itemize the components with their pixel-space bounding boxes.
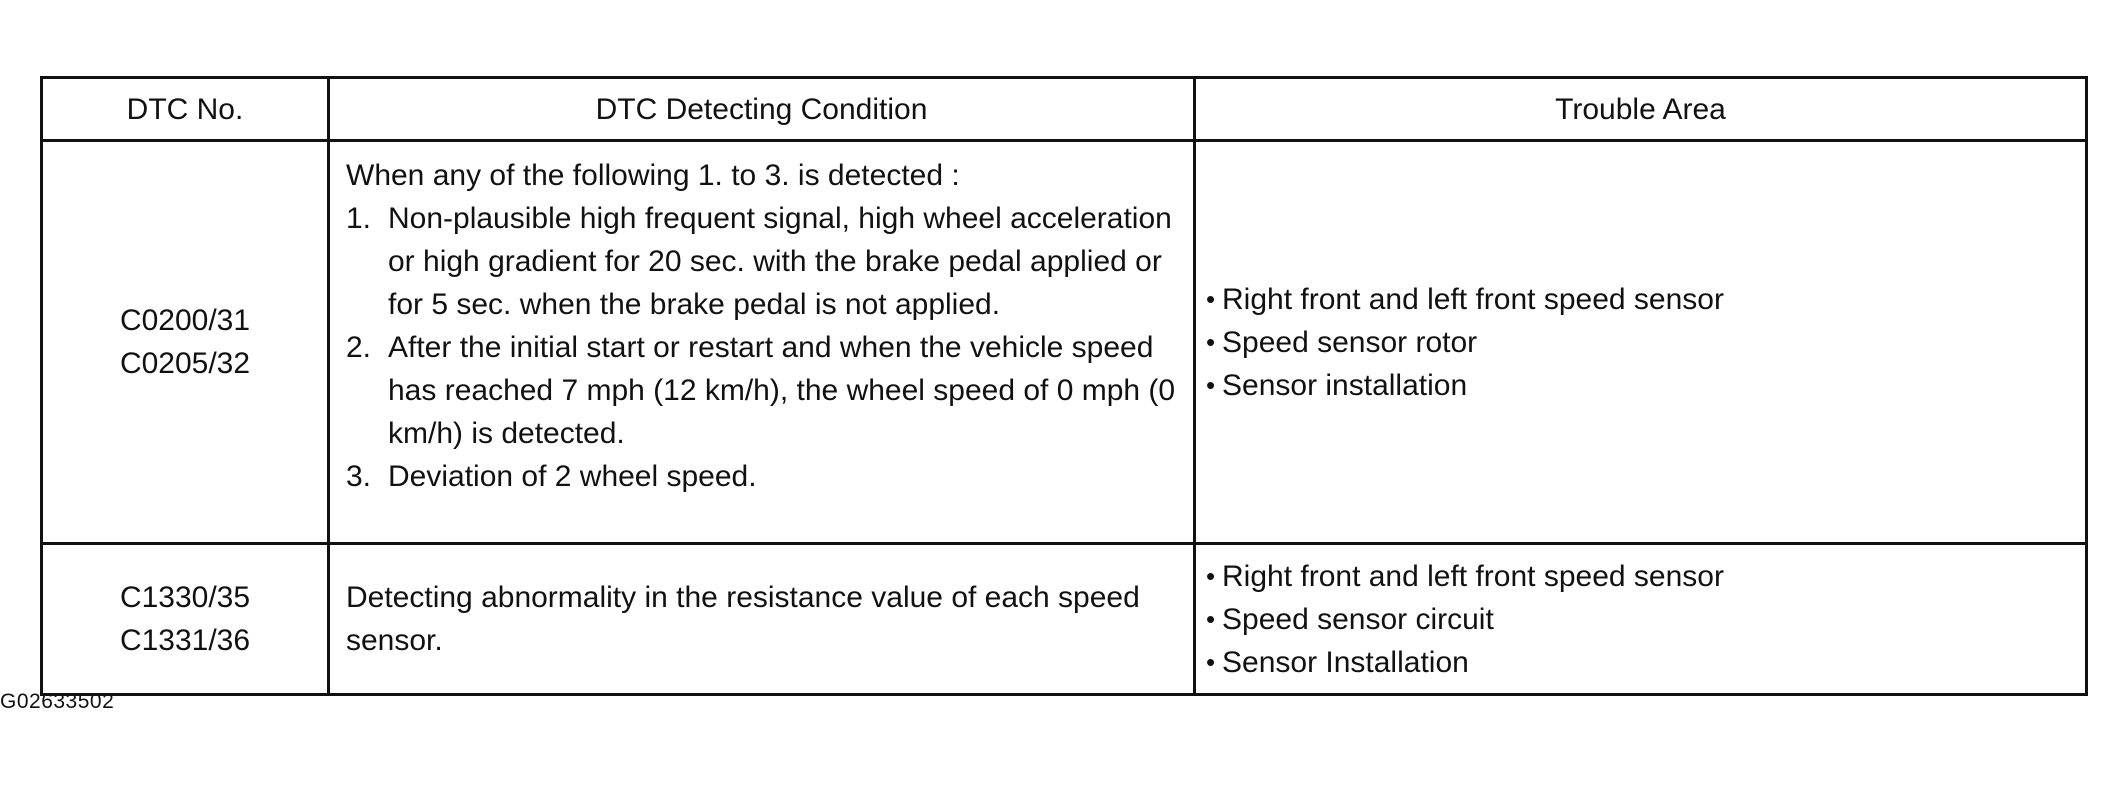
trouble-area-item [1206,364,2075,407]
trouble-area-item [1206,555,2075,598]
trouble-area-item [1206,641,2075,684]
dtc-code: C1331/36 [119,624,251,657]
trouble-area-list [1206,555,2075,684]
dtc-code-cell [42,141,329,544]
bullet-icon: • [1206,603,1216,634]
bullet-icon: • [1206,283,1216,314]
table-row [42,141,2087,544]
table-row [42,544,2087,695]
bullet-icon: • [1206,326,1216,357]
condition-number: 1. [346,202,372,235]
condition-item [346,197,1183,326]
trouble-area-text: Right front and left front speed sensor [1222,282,1724,316]
bullet-icon: • [1206,646,1216,677]
trouble-area-cell [1195,544,2087,695]
condition-text: Non-plausible high frequent signal, high wheel acceleration or high gradient for 20 sec. with the brake pedal applied or for 5 sec. when the brake pedal is not applied. [388,202,1172,321]
trouble-area-item [1206,321,2075,364]
trouble-area-item [1206,598,2075,641]
trouble-area-cell [1195,141,2087,544]
trouble-area-text: Right front and left front speed sensor [1222,559,1724,593]
condition-cell [329,544,1195,695]
trouble-area-list [1206,278,2075,407]
trouble-area-text: Speed sensor circuit [1222,602,1494,636]
header-dtc-no: DTC No. [42,78,329,141]
header-detecting-condition: DTC Detecting Condition [329,78,1195,141]
trouble-area-text: Speed sensor rotor [1222,325,1478,359]
condition-cell [329,141,1195,544]
header-trouble-area: Trouble Area [1195,78,2087,141]
trouble-area-text: Sensor installation [1222,368,1468,402]
condition-number: 2. [346,331,372,364]
dtc-code: C0200/31 [119,304,251,337]
condition-item [346,326,1183,455]
condition-number: 3. [346,460,372,493]
dtc-code: C0205/32 [119,347,251,380]
bullet-icon: • [1206,560,1216,591]
table-header-row [42,78,2087,141]
figure-id: G02633502 [0,690,115,713]
condition-text: After the initial start or restart and when the vehicle speed has reached 7 mph (12 km/h), the wheel speed of 0 mph (0 km/h) is detected. [388,331,1176,450]
condition-item [346,455,1183,498]
condition-text: Detecting abnormality in the resistance value of each speed sensor. [346,581,1140,657]
dtc-code-cell [42,544,329,695]
dtc-code: C1330/35 [119,581,251,614]
trouble-area-item [1206,278,2075,321]
condition-intro: When any of the following 1. to 3. is detected : [346,159,960,192]
trouble-area-text: Sensor Installation [1222,645,1469,679]
dtc-table [40,76,2088,696]
bullet-icon: • [1206,369,1216,400]
condition-text: Deviation of 2 wheel speed. [388,460,757,493]
condition-list [346,197,1183,498]
